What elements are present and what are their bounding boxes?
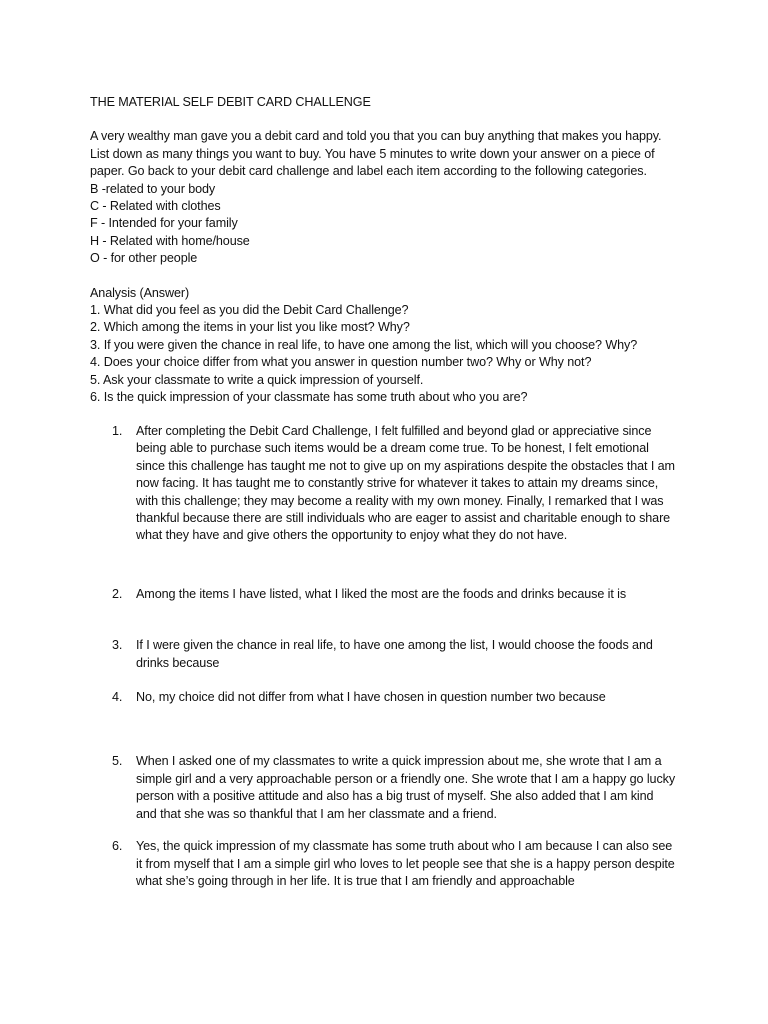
intro-paragraph — [90, 128, 690, 267]
question-item: 6. Is the quick impression of your classmate has some truth about who you are? — [90, 390, 528, 405]
category-clothes: C - Related with clothes — [90, 199, 221, 214]
answer-text: If I were given the chance in real life, to have one among the list, I would choose the foods and drinks because — [136, 638, 653, 670]
answer-number: 3. — [112, 638, 123, 653]
answer-item — [90, 586, 680, 603]
question-item: 3. If you were given the chance in real life, to have one among the list, which will you choose? Why? — [90, 337, 638, 352]
answer-number: 4. — [112, 690, 123, 705]
question-item: 1. What did you feel as you did the Debit Card Challenge? — [90, 303, 409, 318]
analysis-heading: Analysis (Answer) — [90, 285, 190, 300]
answer-item — [90, 423, 680, 545]
category-family: F - Intended for your family — [90, 216, 238, 231]
answer-item — [90, 838, 680, 890]
question-item: 2. Which among the items in your list you like most? Why? — [90, 320, 410, 335]
category-body: B -related to your body — [90, 181, 216, 196]
answer-text: After completing the Debit Card Challenge, I felt fulfilled and beyond glad or appreciative since being able to purchase such items would be a dream come true. To be honest, I felt emotional since this challenge has taught me not to give up on my aspirations despite the obstacles that I am now facing. It has taught me to constantly strive for whatever it takes to attain my dreams since, with this challenge; they may become a reality with my own money. Finally, I remarked that I was thankful because there are still individuals who are eager to assist and charitable enough to share what they have and give others the opportunity to enjoy what they do not have. — [136, 424, 675, 543]
question-item: 4. Does your choice differ from what you answer in question number two? Why or Why not? — [90, 355, 592, 370]
answer-number: 6. — [112, 839, 123, 854]
answer-item — [90, 689, 680, 706]
question-item: 5. Ask your classmate to write a quick impression of yourself. — [90, 372, 424, 387]
intro-line: A very wealthy man gave you a debit card and told you that you can buy anything that makes you happy. — [90, 129, 662, 144]
answer-item — [90, 753, 680, 823]
category-home: H - Related with home/house — [90, 233, 250, 248]
document-page — [90, 94, 690, 407]
answer-text: No, my choice did not differ from what I have chosen in question number two because — [136, 690, 606, 705]
intro-line: paper. Go back to your debit card challenge and label each item according to the following categories. — [90, 164, 647, 179]
intro-line: List down as many things you want to buy. You have 5 minutes to write down your answer on a piece of — [90, 146, 655, 161]
category-others: O - for other people — [90, 251, 198, 266]
answers-list — [90, 423, 680, 890]
answer-text: When I asked one of my classmates to write a quick impression about me, she wrote that I am a simple girl and a very approachable person or a friendly one. She wrote that I am a happy go lucky person with a positive attitude and also has a big trust of myself. She also added that I am kind and that she was so thankful that I am her classmate and a friend. — [136, 754, 676, 821]
analysis-section — [90, 285, 690, 407]
answer-text: Among the items I have listed, what I liked the most are the foods and drinks because it is — [136, 586, 627, 601]
answer-text: Yes, the quick impression of my classmate has some truth about who I am because I can also see it from myself that I am a simple girl who loves to let people see that she is a happy person despite what she’s going through in her life. It is true that I am friendly and approachable — [136, 839, 675, 888]
answer-number: 2. — [112, 586, 123, 601]
answer-number: 5. — [112, 754, 123, 769]
document-title: THE MATERIAL SELF DEBIT CARD CHALLENGE — [90, 95, 371, 109]
answer-item — [90, 637, 680, 672]
answer-number: 1. — [112, 424, 123, 438]
